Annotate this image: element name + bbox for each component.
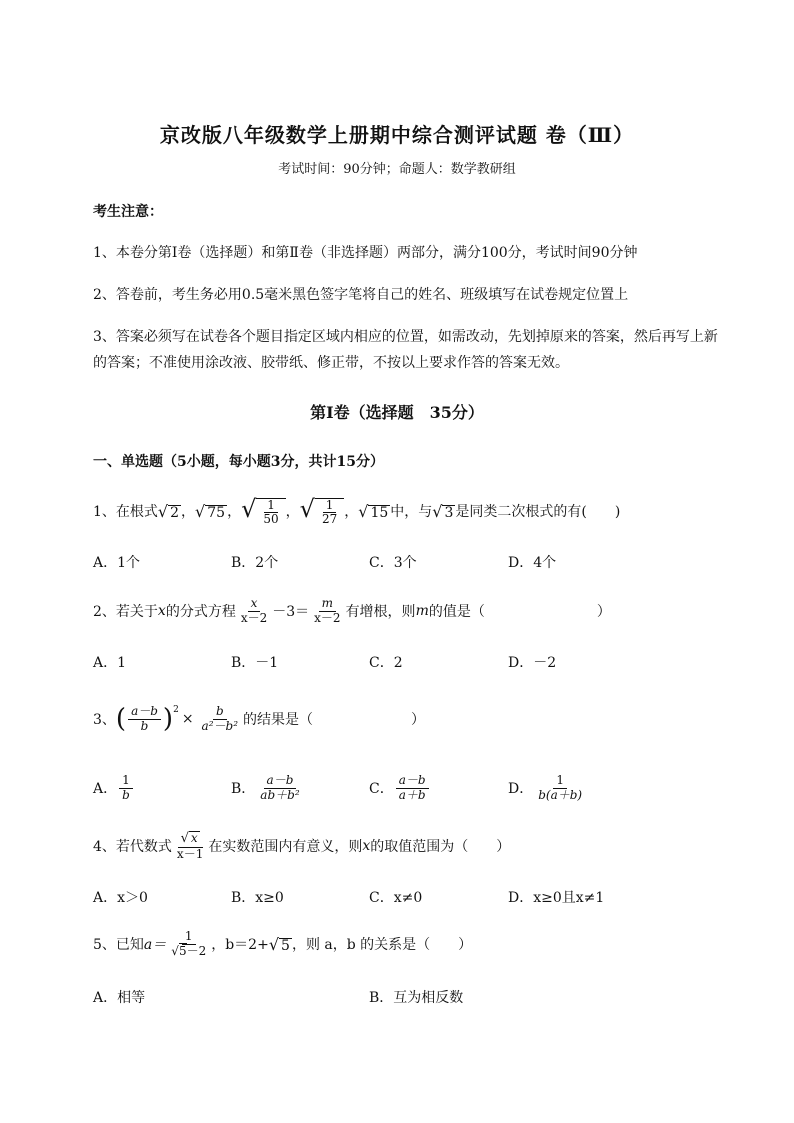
q2-fraction-2: $\frac{m}{x-2}$ [314,595,341,625]
section-heading: 一、单选题（5小题，每小题3分，共计15分） [93,454,384,470]
q1-radical-6: √ 3 [432,501,454,521]
q3-option-d: D． $\frac{1}{b(a+b)}$ [508,772,583,802]
q2-suffix-2: 的值是（ ） [428,604,611,620]
question-1: 1、在根式 √ 2 ， √ 75 ， √ $\frac{1}{50}$ ， √ $\frac{1}{27}$ ， √ 15 中，与 √ 3 是同类二次根式的有( ) [93,494,621,527]
question-3: 3、 ( $\frac{a-b}{b}$ ) 2 × $\frac{b}{\text{a²－b²}}$ 的结果是（ ） [93,703,426,734]
question-2 [93,594,611,628]
q5-b-eq: ，b＝2+ [211,937,269,953]
q5-a-eq: a＝ [143,937,167,953]
q4-option-c: C．x≠0 [369,890,423,906]
q2-var-2: m [415,603,429,619]
q4-mid: 在实数范围内有意义，则 [208,839,363,855]
q1-option-d: D．4个 [508,555,557,571]
notice-heading: 考生注意： [93,204,163,220]
q5-fraction: $\frac{1}{√5-2}$ [171,928,207,958]
q4-option-a: A．x＞0 [93,890,148,906]
notice-item-2: 2、答卷前，考生务必用0.5毫米黑色签字笔将自己的姓名、班级填写在试卷规定位置上 [93,287,629,303]
q2-option-a: A．1 [93,655,127,671]
notice-item-3-cont: 的答案；不准使用涂改液、胶带纸、修正带，不按以上要求作答的答案无效。 [93,355,569,371]
q2-suffix-1: 有增根，则 [345,604,416,620]
q3-prefix: 3、 [93,712,116,728]
q2-mid: 的分式方程 [165,604,236,620]
q1-option-a: A．1个 [93,555,141,571]
q2-var: x [157,603,166,619]
q5-suffix: ，则 a，b 的关系是（ ） [291,937,473,953]
question-5 [93,926,472,962]
q1-option-b: B．2个 [231,555,279,571]
q2-fraction-1: $\frac{x}{x-2}$ [240,595,268,625]
q5-prefix: 5、已知 [93,937,144,953]
q1-option-c: C．3个 [369,555,417,571]
q3-fraction-1: $\frac{a-b}{b}$ [128,705,161,734]
q2-option-c: C．2 [369,655,403,671]
page-subtitle: 考试时间：90分钟；命题人：数学教研组 [278,162,516,177]
q3-option-b: B． $\frac{a-b}{\text{ab＋b²}}$ [231,772,300,802]
q5-option-b: B．互为相反数 [369,990,464,1006]
q1-radical-5: √ 15 [358,501,389,521]
q1-radical-3: √ $\frac{1}{50}$ [241,495,286,527]
q5-option-a: A．相等 [93,990,146,1006]
notice-item-1: 1、本卷分第Ⅰ卷（选择题）和第Ⅱ卷（非选择题）两部分，满分100分，考试时间90分钟 [93,245,638,261]
q2-equals: －3＝ [272,604,310,620]
q4-prefix: 4、若代数式 [93,839,172,855]
q2-option-b: B．－1 [231,655,279,671]
q3-option-a: A． $\frac{1}{b}$ [93,770,135,806]
q3-times: × [181,711,194,727]
q2-option-d: D．－2 [508,655,557,671]
q2-prefix: 2、若关于 [93,604,158,620]
q1-prefix: 1、在根式 [93,504,158,520]
q1-suffix: 是同类二次根式的有( ) [455,504,621,520]
q3-option-c: C． $\frac{a-b}{a+b}$ [369,770,431,806]
q4-option-d: D．x≥0且x≠1 [508,890,605,906]
q1-mid: 中，与 [390,504,433,520]
page-title: 京改版八年级数学上册期中综合测评试题 卷（Ⅲ） [159,123,635,147]
q4-suffix: 的取值范围为（ ） [370,839,511,855]
notice-item-3: 3、答案必须写在试卷各个题目指定区域内相应的位置，如需改动，先划掉原来的答案，然后再写上新 [93,329,718,345]
question-4 [93,828,510,864]
q3-fraction-2: $\frac{b}{\text{a²－b²}}$ [201,703,239,733]
q5-radical: √ 5 [268,934,290,954]
q4-fraction: $\frac{√ x}{x-1}$ [176,830,204,861]
q1-radical-1: √ 2 [157,501,180,521]
q4-option-b: B．x≥0 [231,890,284,906]
q3-suffix: 的结果是（ ） [243,712,426,728]
q4-var: x [362,838,371,854]
q3-exponent: 2 [173,705,179,715]
q1-radical-2: √ 75 [195,501,226,521]
part1-heading: 第Ⅰ卷（选择题 35分） [310,403,484,422]
q1-radical-4: √ $\frac{1}{27}$ [300,495,345,527]
